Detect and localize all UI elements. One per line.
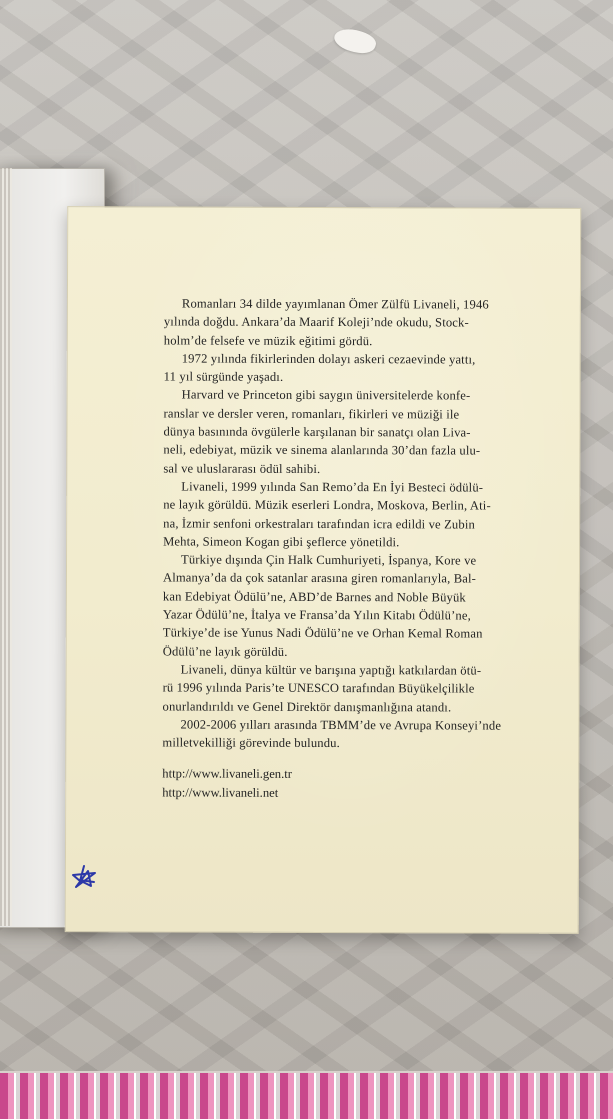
- bio-paragraph: 1972 yılında fikirlerinden dolayı askeri cezaevinde yattı, 11 yıl sürgünde yaşadı.: [163, 351, 476, 385]
- bio-paragraph: Türkiye dışında Çin Halk Cumhuriyeti, İspanya, Kore ve Almanya’da da çok satanlar arasına giren romanlarıyla, Bal- kan Edebiyat Ödülü’ne, ABD’de Barnes and Noble Büyük Yazar Ödülü’ne, İtalya ve Fransa’da Yılın Kitabı Ödülü’ne, Türkiye’de ise Yunus Nadi Ödülü’ne ve Orhan Kemal Roman Ödülü’ne layık görüldü.: [162, 552, 483, 659]
- website-link: http://www.livaneli.gen.tr: [162, 766, 292, 781]
- book-page: [65, 206, 582, 934]
- website-link: http://www.livaneli.net: [162, 785, 279, 800]
- bio-paragraph: 2002-2006 yılları arasında TBMM’de ve Avrupa Konseyi’nde milletvekilliği görevinde bulundu.: [162, 717, 502, 751]
- pink-fabric: [0, 1071, 613, 1119]
- white-fluff: [332, 24, 379, 58]
- author-bio: [162, 294, 556, 753]
- star-icon: [70, 863, 100, 893]
- bio-paragraph: Livaneli, 1999 yılında San Remo’da En İyi Besteci ödülü- ne layık görüldü. Müzik eserleri Londra, Moskova, Berlin, Ati- na, İzmir senfoni orkestraları tarafından icra edildi ve Zubin Mehta, Simeon Kogan gibi şeflerce yönetildi.: [163, 479, 491, 550]
- bio-paragraph: Harvard ve Princeton gibi saygın üniversitelerde konfe- ranslar ve dersler veren, romanları, fikirleri ve müziği ile dünya basınında övgülerle karşılanan bir sanatçı olan Liva- neli, edebiyat, müzik ve sinema alanlarında 30’dan fazla ulu- sal ve uluslararası ödül sahibi.: [163, 387, 481, 476]
- bio-paragraph: Livaneli, dünya kültür ve barışına yaptığı katkılardan ötü- rü 1996 yılında Paris’te UNESCO tarafından Büyükelçilikle onurlandırıldı ve Genel Direktör danışmanlığına atandı.: [162, 662, 482, 714]
- book-spine: [0, 168, 12, 926]
- website-links: [162, 764, 412, 802]
- bio-paragraph: Romanları 34 dilde yayımlanan Ömer Zülfü Livaneli, 1946 yılında doğdu. Ankara’da Maarif Koleji’nde okudu, Stock- holm’de felsefe ve müzik eğitimi gördü.: [163, 296, 489, 348]
